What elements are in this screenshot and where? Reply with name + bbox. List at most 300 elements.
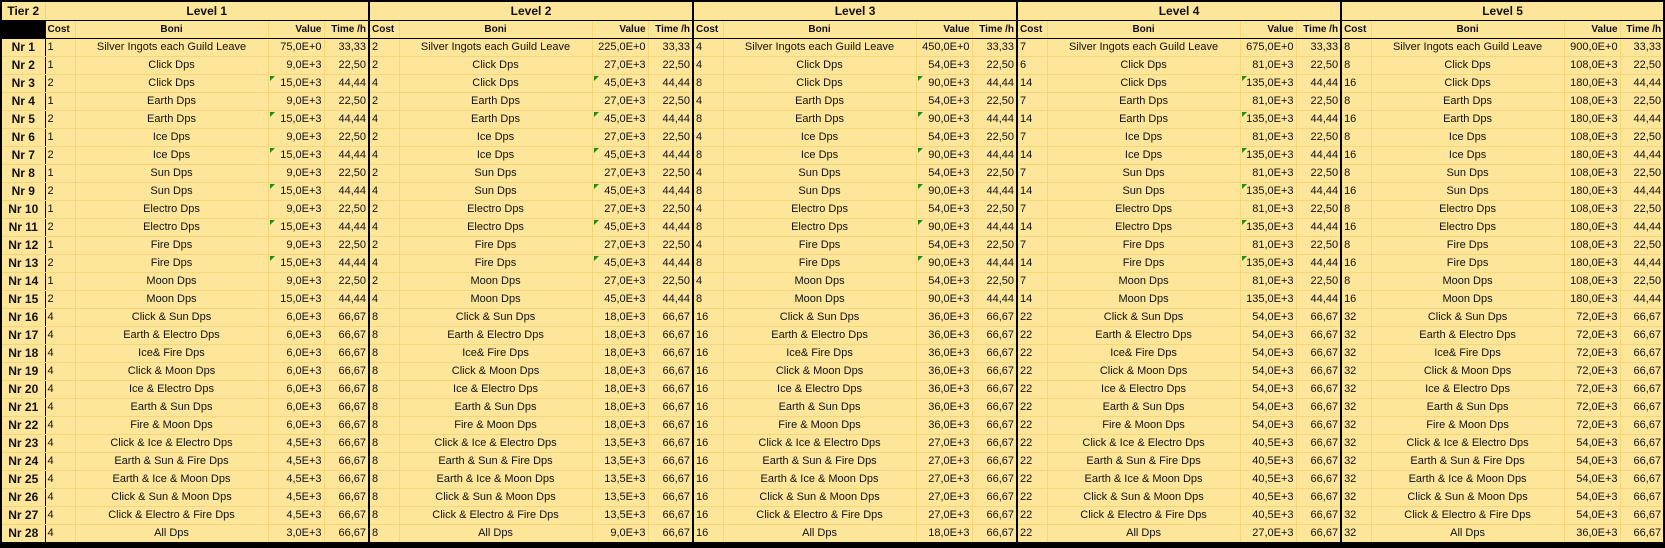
time-cell[interactable]: 66,67 — [972, 381, 1017, 399]
time-cell[interactable]: 44,44 — [648, 111, 693, 129]
value-cell[interactable] — [1564, 363, 1620, 381]
level-4-value-header[interactable]: Value — [1240, 21, 1296, 39]
cost-cell[interactable]: 16 — [693, 507, 723, 525]
cost-cell[interactable]: 16 — [693, 363, 723, 381]
cost-cell[interactable]: 8 — [369, 471, 399, 489]
value-cell[interactable] — [1240, 291, 1296, 309]
time-cell[interactable]: 44,44 — [648, 183, 693, 201]
cost-cell[interactable]: 2 — [45, 147, 75, 165]
boni-cell[interactable]: Click Dps — [1371, 57, 1564, 75]
value-cell[interactable] — [592, 183, 648, 201]
boni-cell[interactable]: Click & Sun & Moon Dps — [1047, 489, 1240, 507]
value-cell[interactable] — [916, 219, 972, 237]
value-cell[interactable] — [1564, 165, 1620, 183]
boni-cell[interactable]: Click Dps — [1047, 75, 1240, 93]
corner-cell[interactable] — [1, 21, 45, 39]
cost-cell[interactable]: 4 — [369, 147, 399, 165]
cost-cell[interactable]: 8 — [1341, 39, 1371, 57]
cost-cell[interactable]: 1 — [45, 201, 75, 219]
cost-cell[interactable]: 2 — [369, 237, 399, 255]
time-cell[interactable]: 44,44 — [972, 255, 1017, 273]
value-cell[interactable] — [1240, 147, 1296, 165]
cost-cell[interactable]: 8 — [693, 111, 723, 129]
level-1-time-header[interactable]: Time /h — [324, 21, 369, 39]
boni-cell[interactable]: Electro Dps — [399, 219, 592, 237]
row-label[interactable]: Nr 13 — [1, 255, 45, 273]
cost-cell[interactable]: 22 — [1017, 309, 1047, 327]
boni-cell[interactable]: Click & Sun & Moon Dps — [75, 489, 268, 507]
cost-cell[interactable]: 4 — [693, 57, 723, 75]
time-cell[interactable]: 66,67 — [1620, 453, 1664, 471]
time-cell[interactable]: 66,67 — [972, 309, 1017, 327]
boni-cell[interactable]: Electro Dps — [1371, 201, 1564, 219]
time-cell[interactable]: 44,44 — [972, 147, 1017, 165]
cost-cell[interactable]: 16 — [693, 471, 723, 489]
time-cell[interactable]: 66,67 — [648, 453, 693, 471]
boni-cell[interactable]: Silver Ingots each Guild Leave — [1371, 39, 1564, 57]
cost-cell[interactable]: 14 — [1017, 183, 1047, 201]
value-cell[interactable] — [1564, 129, 1620, 147]
time-cell[interactable]: 66,67 — [1296, 345, 1341, 363]
time-cell[interactable]: 66,67 — [1296, 327, 1341, 345]
cost-cell[interactable]: 4 — [369, 75, 399, 93]
value-cell[interactable] — [1564, 147, 1620, 165]
value-cell[interactable] — [1240, 345, 1296, 363]
boni-cell[interactable]: Sun Dps — [399, 165, 592, 183]
time-cell[interactable]: 22,50 — [1296, 165, 1341, 183]
value-cell[interactable] — [1564, 111, 1620, 129]
value-cell[interactable] — [592, 237, 648, 255]
level-1-value-header[interactable]: Value — [268, 21, 324, 39]
value-cell[interactable] — [592, 93, 648, 111]
time-cell[interactable]: 66,67 — [1620, 525, 1664, 544]
cost-cell[interactable]: 2 — [369, 129, 399, 147]
value-cell[interactable] — [1564, 57, 1620, 75]
boni-cell[interactable]: Ice& Fire Dps — [1371, 345, 1564, 363]
value-cell[interactable] — [916, 453, 972, 471]
value-cell[interactable] — [268, 237, 324, 255]
value-cell[interactable] — [1240, 489, 1296, 507]
time-cell[interactable]: 22,50 — [648, 129, 693, 147]
boni-cell[interactable]: Click & Ice & Electro Dps — [75, 435, 268, 453]
cost-cell[interactable]: 4 — [369, 183, 399, 201]
time-cell[interactable]: 66,67 — [1296, 399, 1341, 417]
value-cell[interactable] — [916, 399, 972, 417]
cost-cell[interactable]: 4 — [45, 507, 75, 525]
time-cell[interactable]: 22,50 — [972, 201, 1017, 219]
cost-cell[interactable]: 4 — [45, 327, 75, 345]
value-cell[interactable] — [268, 489, 324, 507]
cost-cell[interactable]: 8 — [1341, 201, 1371, 219]
time-cell[interactable]: 44,44 — [324, 75, 369, 93]
boni-cell[interactable]: Earth & Electro Dps — [399, 327, 592, 345]
cost-cell[interactable]: 2 — [45, 255, 75, 273]
time-cell[interactable]: 22,50 — [1620, 165, 1664, 183]
value-cell[interactable] — [268, 309, 324, 327]
value-cell[interactable] — [592, 399, 648, 417]
value-cell[interactable] — [592, 327, 648, 345]
cost-cell[interactable]: 22 — [1017, 471, 1047, 489]
value-cell[interactable] — [1240, 435, 1296, 453]
time-cell[interactable]: 66,67 — [324, 435, 369, 453]
value-cell[interactable] — [916, 381, 972, 399]
boni-cell[interactable]: Moon Dps — [723, 291, 916, 309]
time-cell[interactable]: 66,67 — [1296, 507, 1341, 525]
boni-cell[interactable]: Click & Electro & Fire Dps — [399, 507, 592, 525]
cost-cell[interactable]: 2 — [45, 75, 75, 93]
value-cell[interactable] — [592, 165, 648, 183]
row-label[interactable]: Nr 11 — [1, 219, 45, 237]
row-label[interactable]: Nr 27 — [1, 507, 45, 525]
boni-cell[interactable]: Earth & Electro Dps — [1371, 327, 1564, 345]
boni-cell[interactable]: All Dps — [1047, 525, 1240, 544]
time-cell[interactable]: 66,67 — [1296, 435, 1341, 453]
cost-cell[interactable]: 7 — [1017, 273, 1047, 291]
level-5-time-header[interactable]: Time /h — [1620, 21, 1664, 39]
cost-cell[interactable]: 2 — [45, 219, 75, 237]
time-cell[interactable]: 22,50 — [1620, 57, 1664, 75]
boni-cell[interactable]: Earth Dps — [723, 111, 916, 129]
level-3-cost-header[interactable]: Cost — [693, 21, 723, 39]
value-cell[interactable] — [916, 471, 972, 489]
value-cell[interactable] — [1240, 417, 1296, 435]
value-cell[interactable] — [1240, 219, 1296, 237]
row-label[interactable]: Nr 1 — [1, 39, 45, 57]
level-1-cost-header[interactable]: Cost — [45, 21, 75, 39]
cost-cell[interactable]: 4 — [693, 93, 723, 111]
boni-cell[interactable]: Silver Ingots each Guild Leave — [1047, 39, 1240, 57]
time-cell[interactable]: 44,44 — [648, 147, 693, 165]
boni-cell[interactable]: Earth Dps — [75, 111, 268, 129]
value-cell[interactable] — [1564, 345, 1620, 363]
cost-cell[interactable]: 8 — [693, 183, 723, 201]
boni-cell[interactable]: Click & Electro & Fire Dps — [723, 507, 916, 525]
cost-cell[interactable]: 16 — [693, 327, 723, 345]
value-cell[interactable] — [1564, 255, 1620, 273]
boni-cell[interactable]: Ice & Electro Dps — [1047, 381, 1240, 399]
cost-cell[interactable]: 32 — [1341, 327, 1371, 345]
value-cell[interactable] — [1564, 75, 1620, 93]
row-label[interactable]: Nr 22 — [1, 417, 45, 435]
time-cell[interactable]: 66,67 — [648, 363, 693, 381]
cost-cell[interactable]: 22 — [1017, 381, 1047, 399]
time-cell[interactable]: 66,67 — [972, 525, 1017, 544]
time-cell[interactable]: 66,67 — [324, 381, 369, 399]
value-cell[interactable] — [1564, 453, 1620, 471]
cost-cell[interactable]: 4 — [693, 237, 723, 255]
boni-cell[interactable]: Earth & Ice & Moon Dps — [1371, 471, 1564, 489]
time-cell[interactable]: 22,50 — [324, 129, 369, 147]
time-cell[interactable]: 66,67 — [648, 381, 693, 399]
value-cell[interactable] — [592, 291, 648, 309]
time-cell[interactable]: 44,44 — [324, 147, 369, 165]
boni-cell[interactable]: Earth & Ice & Moon Dps — [723, 471, 916, 489]
boni-cell[interactable]: Earth & Ice & Moon Dps — [75, 471, 268, 489]
boni-cell[interactable]: Click & Sun & Moon Dps — [399, 489, 592, 507]
boni-cell[interactable]: Fire Dps — [399, 237, 592, 255]
time-cell[interactable]: 44,44 — [1296, 147, 1341, 165]
cost-cell[interactable]: 14 — [1017, 147, 1047, 165]
boni-cell[interactable]: Fire Dps — [1047, 255, 1240, 273]
boni-cell[interactable]: Ice Dps — [723, 129, 916, 147]
time-cell[interactable]: 44,44 — [324, 183, 369, 201]
time-cell[interactable]: 66,67 — [648, 309, 693, 327]
time-cell[interactable]: 44,44 — [324, 255, 369, 273]
value-cell[interactable] — [592, 363, 648, 381]
level-3-value-header[interactable]: Value — [916, 21, 972, 39]
cost-cell[interactable]: 8 — [693, 291, 723, 309]
value-cell[interactable] — [268, 165, 324, 183]
time-cell[interactable]: 22,50 — [648, 201, 693, 219]
cost-cell[interactable]: 32 — [1341, 381, 1371, 399]
boni-cell[interactable]: Electro Dps — [1047, 219, 1240, 237]
time-cell[interactable]: 22,50 — [1296, 129, 1341, 147]
value-cell[interactable] — [1564, 417, 1620, 435]
row-label[interactable]: Nr 24 — [1, 453, 45, 471]
level-4-boni-header[interactable]: Boni — [1047, 21, 1240, 39]
cost-cell[interactable]: 16 — [693, 435, 723, 453]
cost-cell[interactable]: 4 — [45, 435, 75, 453]
cost-cell[interactable]: 4 — [45, 489, 75, 507]
boni-cell[interactable]: Click Dps — [1371, 75, 1564, 93]
value-cell[interactable] — [1564, 219, 1620, 237]
time-cell[interactable]: 22,50 — [1620, 201, 1664, 219]
boni-cell[interactable]: Moon Dps — [723, 273, 916, 291]
time-cell[interactable]: 66,67 — [648, 327, 693, 345]
time-cell[interactable]: 66,67 — [1296, 381, 1341, 399]
boni-cell[interactable]: Earth & Sun Dps — [723, 399, 916, 417]
boni-cell[interactable]: Click & Electro & Fire Dps — [1371, 507, 1564, 525]
value-cell[interactable] — [268, 291, 324, 309]
boni-cell[interactable]: Click Dps — [75, 57, 268, 75]
value-cell[interactable] — [268, 399, 324, 417]
boni-cell[interactable]: Fire Dps — [1371, 255, 1564, 273]
cost-cell[interactable]: 16 — [693, 345, 723, 363]
boni-cell[interactable]: Ice & Electro Dps — [1371, 381, 1564, 399]
boni-cell[interactable]: Moon Dps — [75, 273, 268, 291]
time-cell[interactable]: 22,50 — [648, 273, 693, 291]
time-cell[interactable]: 44,44 — [648, 255, 693, 273]
boni-cell[interactable]: Silver Ingots each Guild Leave — [399, 39, 592, 57]
value-cell[interactable] — [592, 39, 648, 57]
boni-cell[interactable]: Earth & Sun Dps — [1371, 399, 1564, 417]
value-cell[interactable] — [268, 255, 324, 273]
time-cell[interactable]: 66,67 — [324, 345, 369, 363]
boni-cell[interactable]: Sun Dps — [1047, 165, 1240, 183]
row-label[interactable]: Nr 4 — [1, 93, 45, 111]
time-cell[interactable]: 44,44 — [324, 111, 369, 129]
value-cell[interactable] — [592, 129, 648, 147]
value-cell[interactable] — [916, 201, 972, 219]
value-cell[interactable] — [1240, 453, 1296, 471]
boni-cell[interactable]: Click Dps — [399, 75, 592, 93]
level-1-boni-header[interactable]: Boni — [75, 21, 268, 39]
value-cell[interactable] — [268, 93, 324, 111]
value-cell[interactable] — [268, 39, 324, 57]
boni-cell[interactable]: Click & Sun Dps — [1371, 309, 1564, 327]
value-cell[interactable] — [1240, 255, 1296, 273]
boni-cell[interactable]: Ice& Fire Dps — [1047, 345, 1240, 363]
cost-cell[interactable]: 7 — [1017, 237, 1047, 255]
boni-cell[interactable]: Earth Dps — [723, 93, 916, 111]
time-cell[interactable]: 66,67 — [1296, 453, 1341, 471]
cost-cell[interactable]: 4 — [45, 381, 75, 399]
value-cell[interactable] — [1564, 237, 1620, 255]
boni-cell[interactable]: Ice Dps — [399, 147, 592, 165]
value-cell[interactable] — [592, 507, 648, 525]
time-cell[interactable]: 33,33 — [972, 39, 1017, 57]
cost-cell[interactable]: 8 — [369, 417, 399, 435]
cost-cell[interactable]: 8 — [369, 399, 399, 417]
cost-cell[interactable]: 4 — [45, 417, 75, 435]
boni-cell[interactable]: Fire & Moon Dps — [399, 417, 592, 435]
value-cell[interactable] — [916, 363, 972, 381]
cost-cell[interactable]: 4 — [693, 165, 723, 183]
time-cell[interactable]: 33,33 — [1296, 39, 1341, 57]
boni-cell[interactable]: Fire Dps — [723, 237, 916, 255]
boni-cell[interactable]: Ice & Electro Dps — [399, 381, 592, 399]
value-cell[interactable] — [1564, 39, 1620, 57]
time-cell[interactable]: 22,50 — [1296, 237, 1341, 255]
value-cell[interactable] — [916, 417, 972, 435]
cost-cell[interactable]: 2 — [369, 165, 399, 183]
cost-cell[interactable]: 14 — [1017, 291, 1047, 309]
value-cell[interactable] — [268, 147, 324, 165]
time-cell[interactable]: 44,44 — [1620, 255, 1664, 273]
boni-cell[interactable]: Earth & Sun Dps — [399, 399, 592, 417]
cost-cell[interactable]: 7 — [1017, 39, 1047, 57]
cost-cell[interactable]: 8 — [369, 381, 399, 399]
value-cell[interactable] — [592, 453, 648, 471]
row-label[interactable]: Nr 2 — [1, 57, 45, 75]
time-cell[interactable]: 66,67 — [324, 309, 369, 327]
row-label[interactable]: Nr 6 — [1, 129, 45, 147]
time-cell[interactable]: 22,50 — [1620, 129, 1664, 147]
boni-cell[interactable]: Fire Dps — [75, 255, 268, 273]
value-cell[interactable] — [1564, 201, 1620, 219]
time-cell[interactable]: 66,67 — [324, 489, 369, 507]
boni-cell[interactable]: Earth & Electro Dps — [1047, 327, 1240, 345]
time-cell[interactable]: 66,67 — [972, 489, 1017, 507]
value-cell[interactable] — [1564, 273, 1620, 291]
boni-cell[interactable]: Click & Sun Dps — [723, 309, 916, 327]
boni-cell[interactable]: Click & Sun Dps — [75, 309, 268, 327]
boni-cell[interactable]: Click Dps — [399, 57, 592, 75]
row-label[interactable]: Nr 26 — [1, 489, 45, 507]
time-cell[interactable]: 66,67 — [648, 507, 693, 525]
boni-cell[interactable]: Click & Moon Dps — [399, 363, 592, 381]
boni-cell[interactable]: Fire Dps — [75, 237, 268, 255]
cost-cell[interactable]: 8 — [1341, 237, 1371, 255]
time-cell[interactable]: 66,67 — [972, 399, 1017, 417]
boni-cell[interactable]: Ice& Fire Dps — [723, 345, 916, 363]
value-cell[interactable] — [1240, 165, 1296, 183]
cost-cell[interactable]: 16 — [693, 453, 723, 471]
boni-cell[interactable]: Click Dps — [723, 57, 916, 75]
cost-cell[interactable]: 2 — [369, 201, 399, 219]
boni-cell[interactable]: Electro Dps — [723, 201, 916, 219]
value-cell[interactable] — [592, 309, 648, 327]
cost-cell[interactable]: 16 — [1341, 183, 1371, 201]
value-cell[interactable] — [268, 417, 324, 435]
boni-cell[interactable]: Ice & Electro Dps — [75, 381, 268, 399]
value-cell[interactable] — [592, 255, 648, 273]
time-cell[interactable]: 66,67 — [648, 417, 693, 435]
value-cell[interactable] — [268, 327, 324, 345]
time-cell[interactable]: 44,44 — [1620, 75, 1664, 93]
cost-cell[interactable]: 4 — [45, 309, 75, 327]
value-cell[interactable] — [592, 345, 648, 363]
cost-cell[interactable]: 4 — [45, 399, 75, 417]
time-cell[interactable]: 22,50 — [324, 93, 369, 111]
boni-cell[interactable]: Fire Dps — [399, 255, 592, 273]
value-cell[interactable] — [592, 381, 648, 399]
cost-cell[interactable]: 8 — [369, 507, 399, 525]
time-cell[interactable]: 22,50 — [648, 237, 693, 255]
value-cell[interactable] — [1240, 93, 1296, 111]
row-label[interactable]: Nr 8 — [1, 165, 45, 183]
cost-cell[interactable]: 8 — [1341, 165, 1371, 183]
value-cell[interactable] — [916, 129, 972, 147]
value-cell[interactable] — [592, 417, 648, 435]
value-cell[interactable] — [1564, 435, 1620, 453]
time-cell[interactable]: 66,67 — [972, 453, 1017, 471]
row-label[interactable]: Nr 5 — [1, 111, 45, 129]
time-cell[interactable]: 22,50 — [972, 93, 1017, 111]
cost-cell[interactable]: 8 — [693, 147, 723, 165]
time-cell[interactable]: 44,44 — [1296, 255, 1341, 273]
cost-cell[interactable]: 32 — [1341, 525, 1371, 544]
time-cell[interactable]: 33,33 — [1620, 39, 1664, 57]
value-cell[interactable] — [268, 111, 324, 129]
time-cell[interactable]: 44,44 — [1620, 147, 1664, 165]
cost-cell[interactable]: 1 — [45, 129, 75, 147]
value-cell[interactable] — [916, 309, 972, 327]
time-cell[interactable]: 66,67 — [1620, 381, 1664, 399]
value-cell[interactable] — [916, 255, 972, 273]
value-cell[interactable] — [916, 489, 972, 507]
time-cell[interactable]: 66,67 — [1296, 489, 1341, 507]
time-cell[interactable]: 22,50 — [324, 165, 369, 183]
time-cell[interactable]: 66,67 — [1620, 327, 1664, 345]
value-cell[interactable] — [1240, 75, 1296, 93]
boni-cell[interactable]: Ice Dps — [1371, 129, 1564, 147]
cost-cell[interactable]: 16 — [693, 489, 723, 507]
boni-cell[interactable]: Click & Moon Dps — [75, 363, 268, 381]
boni-cell[interactable]: Click & Ice & Electro Dps — [399, 435, 592, 453]
level-5-boni-header[interactable]: Boni — [1371, 21, 1564, 39]
boni-cell[interactable]: Fire & Moon Dps — [1047, 417, 1240, 435]
level-2-header[interactable]: Level 2 — [369, 1, 693, 21]
value-cell[interactable] — [592, 525, 648, 544]
time-cell[interactable]: 22,50 — [972, 57, 1017, 75]
cost-cell[interactable]: 8 — [1341, 57, 1371, 75]
value-cell[interactable] — [1240, 129, 1296, 147]
value-cell[interactable] — [592, 147, 648, 165]
time-cell[interactable]: 66,67 — [648, 435, 693, 453]
value-cell[interactable] — [268, 525, 324, 544]
cost-cell[interactable]: 16 — [693, 417, 723, 435]
boni-cell[interactable]: Sun Dps — [75, 165, 268, 183]
time-cell[interactable]: 22,50 — [1620, 93, 1664, 111]
time-cell[interactable]: 22,50 — [648, 165, 693, 183]
cost-cell[interactable]: 2 — [369, 57, 399, 75]
time-cell[interactable]: 66,67 — [1620, 363, 1664, 381]
cost-cell[interactable]: 32 — [1341, 345, 1371, 363]
cost-cell[interactable]: 16 — [1341, 111, 1371, 129]
cost-cell[interactable]: 7 — [1017, 165, 1047, 183]
cost-cell[interactable]: 7 — [1017, 129, 1047, 147]
